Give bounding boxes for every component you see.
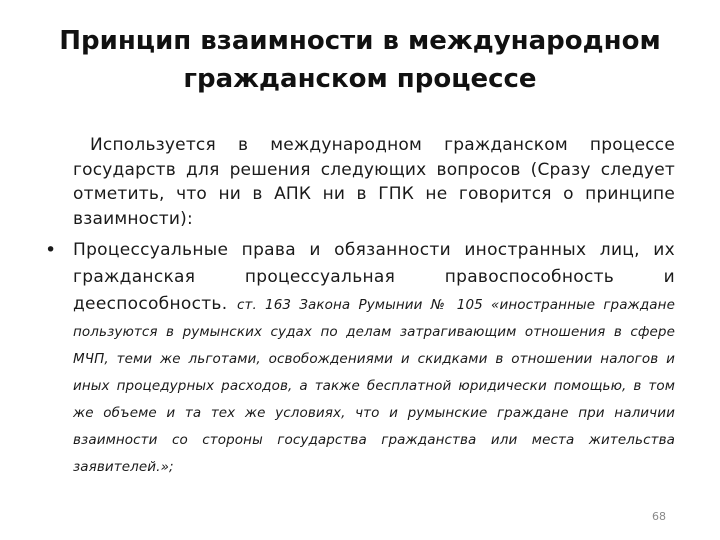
intro-paragraph: Используется в международном гражданском процессе государств для решения следующих вопросов (Сразу следует отметить, что ни в АПК ни в ГПК не говорится о принципе взаимности): xyxy=(73,135,675,229)
bullet-item xyxy=(45,237,675,480)
bullet-text: Процессуальные права и обязанности иностранных лиц, их гражданская процессуальная правоспособность и дееспособность. xyxy=(73,240,675,314)
bullet-list xyxy=(45,237,675,480)
slide-body xyxy=(45,133,675,480)
law-quote: ст. 163 Закона Румынии № 105 «иностранные граждане пользуются в румынских судах по делам затрагивающим отношения в сфере МЧП, теми же льготами, освобождениями и скидками в отношении налогов и иных процедурных расходов, а также бесплатной юридически помощью, в том же объеме и та тех же условиях, что и румынские граждане при наличии взаимности со стороны государства гражданства или места жительства заявителей.»; xyxy=(73,297,675,475)
slide-title: Принцип взаимности в международном гражданском процессе xyxy=(59,26,661,94)
bullet-marker: • xyxy=(45,239,57,261)
page-number: 68 xyxy=(652,510,666,523)
